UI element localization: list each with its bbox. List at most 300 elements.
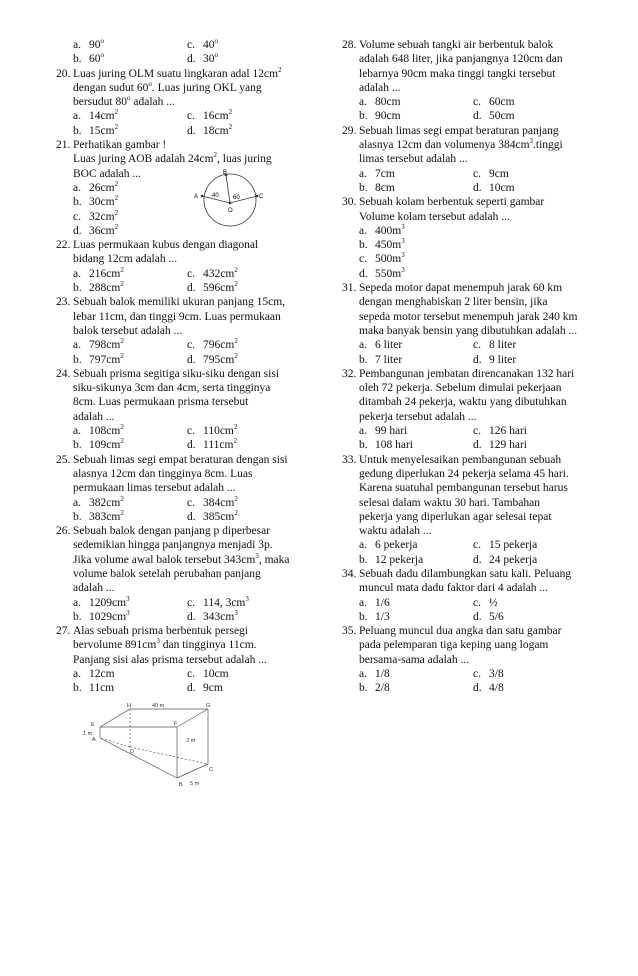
question-text xyxy=(73,238,318,267)
left-column xyxy=(56,38,318,696)
question-number: 28. xyxy=(342,39,357,51)
option-label: c. xyxy=(473,539,481,552)
question-23 xyxy=(56,295,318,366)
option xyxy=(187,52,318,66)
option-label: a. xyxy=(359,668,367,681)
option-text: $26cm^2$ xyxy=(89,179,119,194)
option xyxy=(473,95,604,109)
question-stem xyxy=(56,238,318,267)
options-grid xyxy=(342,667,604,696)
option-label: a. xyxy=(73,596,81,609)
option-text: 8 liter xyxy=(489,339,517,352)
option xyxy=(187,338,318,352)
options-grid xyxy=(56,338,318,367)
question-line: pekerja tersebut adalah ... xyxy=(359,410,477,423)
question-line: Sebuah limas segi empat beraturan panjang xyxy=(359,124,559,137)
option-text: $383cm^2$ xyxy=(89,508,124,523)
option-text: $18cm^2$ xyxy=(203,122,233,137)
option-text: 7cm xyxy=(375,167,395,180)
option-label: a. xyxy=(359,539,367,552)
question-line: Luas juring OLM suatu lingkaran adal $12cm^2$ xyxy=(73,65,282,80)
option-text: 108 hari xyxy=(375,439,414,452)
question-text xyxy=(359,367,604,424)
question-stem xyxy=(56,67,318,110)
option-text: $797cm^2$ xyxy=(89,351,124,366)
question-line: Pembangunan jembatan direncanakan 132 hari xyxy=(359,367,575,380)
option-text: 10cm xyxy=(203,668,229,681)
option-label: a. xyxy=(73,339,81,352)
option-label: d. xyxy=(473,553,482,566)
question-26 xyxy=(56,524,318,624)
question-line: Sebuah balok dengan panjang p diperbesar xyxy=(73,525,271,538)
question-line: lebar 11cm, dan tinggi 9cm. Luas permukaan xyxy=(73,310,281,323)
option-label: d. xyxy=(187,439,196,452)
option-label: a. xyxy=(359,425,367,438)
option-text: $1209cm^3$ xyxy=(89,594,130,609)
question-stem xyxy=(342,124,604,167)
option-label: c. xyxy=(187,267,195,280)
question-line: pekerja yang diperlukan agar selesai tepat xyxy=(359,510,552,523)
question-line: bersudut 80$^o$ adalah ... xyxy=(73,94,175,109)
question-number: 20. xyxy=(56,67,71,80)
option-text: $32cm^2$ xyxy=(89,208,119,223)
option-text: ½ xyxy=(489,596,498,609)
options-grid xyxy=(56,109,318,138)
question-20 xyxy=(56,67,318,138)
option xyxy=(473,667,604,681)
option-text: 30$^o$ xyxy=(203,51,218,66)
options-grid xyxy=(342,338,604,367)
option-text: 129 hari xyxy=(489,439,528,452)
options-grid xyxy=(56,424,318,453)
option-label: b. xyxy=(73,439,82,452)
option xyxy=(73,38,187,52)
option-text: $432cm^2$ xyxy=(203,265,238,280)
option-text: 80cm xyxy=(375,96,401,109)
option-text: 99 hari xyxy=(375,425,408,438)
option-label: d. xyxy=(187,682,196,695)
question-text xyxy=(73,624,318,667)
question-line: Jika volume awal balok tersebut $343cm^3$, maka xyxy=(73,551,290,566)
question-line: limas tersebut adalah ... xyxy=(359,153,468,166)
option-label: c. xyxy=(473,96,481,109)
point-c-label: C xyxy=(259,194,264,200)
question-number: 31. xyxy=(342,282,357,295)
question-line: Peluang muncul dua angka dan satu gambar xyxy=(359,625,562,638)
length-label: 40 m xyxy=(152,703,165,709)
question-line: muncul mata dadu faktor dari 4 adalah ... xyxy=(359,582,549,595)
option-text: 1/8 xyxy=(375,668,390,681)
option-label: b. xyxy=(359,553,368,566)
point-c-label: C xyxy=(209,767,213,773)
option-label: c. xyxy=(187,596,195,609)
option xyxy=(187,510,318,524)
option-label: d. xyxy=(473,353,482,366)
question-line: 8cm. Luas permukaan prisma tersebut xyxy=(73,396,249,409)
option-text: 90$^o$ xyxy=(89,37,104,51)
option-label: b. xyxy=(359,439,368,452)
option-text: 5/6 xyxy=(489,610,504,623)
point-g-label: G xyxy=(206,703,211,709)
option-label: b. xyxy=(359,110,368,123)
question-line: pada pelemparan tiga keping uang logam xyxy=(359,639,549,652)
option-label: b. xyxy=(359,610,368,623)
question-22 xyxy=(56,238,318,295)
point-b-label: B xyxy=(223,170,228,176)
option-text: $343cm^3$ xyxy=(203,608,238,623)
option-text: 60$^o$ xyxy=(89,51,104,66)
question-line: Alas sebuah prisma berbentuk persegi xyxy=(73,625,249,638)
question-line: adalah ... xyxy=(359,81,401,94)
option-text: 15 pekerja xyxy=(489,539,538,552)
question-line: sepeda motor tersebut menempuh jarak 240 km xyxy=(359,310,578,323)
question-number: 29. xyxy=(342,124,357,137)
question-stem xyxy=(342,453,604,539)
option xyxy=(73,496,187,510)
option-label: d. xyxy=(473,682,482,695)
question-stem xyxy=(56,524,318,595)
option-label: c. xyxy=(187,668,195,681)
options-grid xyxy=(56,596,318,625)
option-label: b. xyxy=(359,239,368,252)
option xyxy=(473,109,604,123)
option-label: b. xyxy=(73,353,82,366)
question-line: selesai dalam waktu 30 hari. Tambahan xyxy=(359,496,541,509)
option xyxy=(187,109,318,123)
option-text: $15cm^2$ xyxy=(89,122,119,137)
option-text: $110cm^2$ xyxy=(203,423,238,438)
point-a-label: A xyxy=(194,194,199,200)
option-label: a. xyxy=(359,596,367,609)
question-line: bervolume $891cm^3$ dan tingginya 11cm. xyxy=(73,637,257,652)
option xyxy=(359,353,473,367)
option-label: d. xyxy=(473,610,482,623)
option-label: d. xyxy=(187,53,196,66)
question-text xyxy=(73,524,318,595)
question-25 xyxy=(56,453,318,524)
question-line: Volume kolam tersebut adalah ... xyxy=(359,210,510,223)
question-stem xyxy=(342,624,604,667)
option-label: b. xyxy=(73,610,82,623)
option-text: 1/3 xyxy=(375,610,390,623)
point-o-label: O xyxy=(228,208,233,214)
option xyxy=(473,438,604,452)
option-label: a. xyxy=(359,167,367,180)
option-label: b. xyxy=(73,53,82,66)
option xyxy=(187,610,318,624)
option xyxy=(187,281,318,295)
option-text: 4/8 xyxy=(489,682,504,695)
question-line: lebarnya 90cm maka tinggi tangki tersebut xyxy=(359,67,556,80)
question-24 xyxy=(56,367,318,453)
option-text: 40$^o$ xyxy=(203,37,218,51)
question-line: BOC adalah ... xyxy=(73,167,142,180)
question-line: Panjang sisi alas prisma tersebut adalah ... xyxy=(73,653,267,666)
option xyxy=(187,124,318,138)
option-text: $108cm^2$ xyxy=(89,423,124,438)
option-text: $288cm^2$ xyxy=(89,280,124,295)
option xyxy=(73,338,187,352)
question-text xyxy=(359,38,604,95)
option xyxy=(473,353,604,367)
question-line: dengan menghabiskan 2 liter bensin, jika xyxy=(359,296,548,309)
depth-shallow-label: 1 m xyxy=(83,731,93,737)
option-text: $16cm^2$ xyxy=(203,108,233,123)
angle-aob-label: 40 xyxy=(212,193,219,199)
option-label: d. xyxy=(473,110,482,123)
question-line: volume balok setelah perubahan panjang xyxy=(73,567,261,580)
options-grid xyxy=(56,496,318,525)
option xyxy=(473,553,604,567)
question-text xyxy=(359,453,604,539)
option-label: d. xyxy=(73,224,82,237)
option-label: b. xyxy=(73,196,82,209)
question-line: bersama-sama adalah ... xyxy=(359,653,470,666)
option-label: c. xyxy=(187,110,195,123)
option xyxy=(187,667,318,681)
option-text: $109cm^2$ xyxy=(89,437,124,452)
option xyxy=(187,267,318,281)
question-line: adalah ... xyxy=(73,582,115,595)
question-number: 25. xyxy=(56,453,71,466)
option-text: $111cm^2$ xyxy=(203,437,237,452)
question-line: Sebuah balok memiliki ukuran panjang 15cm, xyxy=(73,296,286,309)
question-number: 32. xyxy=(342,367,357,380)
option-text: 1/6 xyxy=(375,596,390,609)
options-stacked xyxy=(342,224,604,281)
option xyxy=(359,538,473,552)
depth-deep-label: 3 m xyxy=(186,738,196,744)
question-number: 24. xyxy=(56,367,71,380)
option-label: c. xyxy=(473,668,481,681)
option xyxy=(187,353,318,367)
question-line: siku-sikunya 3cm dan 4cm, serta tingginya xyxy=(73,382,271,395)
option xyxy=(359,553,473,567)
question-31 xyxy=(342,281,604,367)
question-text xyxy=(73,67,318,110)
question-line: Luas juring AOB adalah $24cm^2$, luas juring xyxy=(73,151,272,166)
option-text: $596cm^2$ xyxy=(203,280,238,295)
question-line: dengan sudut 60$^o$. Luas juring OKL yang xyxy=(73,79,262,94)
point-d-label: D xyxy=(130,749,134,755)
question-stem xyxy=(342,367,604,424)
option-text: 10cm xyxy=(489,181,515,194)
option-text: 8cm xyxy=(375,181,395,194)
question-line: adalah ... xyxy=(73,410,115,423)
option-text: 11cm xyxy=(89,682,115,695)
option xyxy=(73,510,187,524)
option xyxy=(187,596,318,610)
option-text: 6 liter xyxy=(375,339,403,352)
question-text xyxy=(73,295,318,338)
option xyxy=(73,281,187,295)
question-number: 26. xyxy=(56,525,71,538)
option xyxy=(73,267,187,281)
question-text xyxy=(73,453,318,496)
option-text: 50cm xyxy=(489,110,515,123)
option xyxy=(73,353,187,367)
option xyxy=(73,610,187,624)
question-text xyxy=(359,624,604,667)
option xyxy=(473,538,604,552)
option-label: a. xyxy=(73,110,81,123)
question-stem xyxy=(342,567,604,596)
question-line: maka banyak bensin yang dibutuhkan adalah ... xyxy=(359,324,578,337)
question-text xyxy=(359,567,604,596)
option-label: c. xyxy=(473,596,481,609)
option-text: $382cm^2$ xyxy=(89,494,124,509)
options-grid xyxy=(56,267,318,296)
option-label: d. xyxy=(359,267,368,280)
pool-prism-figure xyxy=(80,702,215,788)
question-line: Luas permukaan kubus dengan diagonal xyxy=(73,239,259,252)
option xyxy=(359,95,473,109)
option xyxy=(187,38,318,52)
option-text: 6 pekerja xyxy=(375,539,418,552)
option xyxy=(359,267,604,281)
option-text: $795cm^2$ xyxy=(203,351,238,366)
option-label: c. xyxy=(473,425,481,438)
option-text: $550m^3$ xyxy=(375,265,405,280)
option-label: b. xyxy=(73,124,82,137)
option-text: 2/8 xyxy=(375,682,390,695)
option xyxy=(359,181,473,195)
option-label: c. xyxy=(187,39,195,51)
option xyxy=(359,338,473,352)
option-text: $796cm^2$ xyxy=(203,337,238,352)
option-label: b. xyxy=(73,510,82,523)
option-label: c. xyxy=(187,339,195,352)
option-text: $36cm^2$ xyxy=(89,222,119,237)
option-label: d. xyxy=(473,181,482,194)
option-text: 60cm xyxy=(489,96,515,109)
option-label: a. xyxy=(73,181,81,194)
option-label: a. xyxy=(73,39,81,51)
question-stem xyxy=(56,295,318,338)
option xyxy=(73,52,187,66)
option xyxy=(473,596,604,610)
option-text: $400m^3$ xyxy=(375,222,405,237)
question-number: 30. xyxy=(342,196,357,209)
option-label: b. xyxy=(359,181,368,194)
option xyxy=(473,610,604,624)
options-grid xyxy=(342,538,604,567)
question-line: balok tersebut adalah ... xyxy=(73,324,183,337)
option-label: c. xyxy=(187,496,195,509)
option-label: c. xyxy=(187,425,195,438)
question-stem xyxy=(342,38,604,95)
question-line: alasnya 12cm dan volumenya $384cm^3.tinggi$ xyxy=(359,137,563,152)
question-stem xyxy=(56,453,318,496)
question-line: Volume sebuah tangki air berbentuk balok xyxy=(359,39,554,51)
question-line: Sebuah kolam berbentuk seperti gambar xyxy=(359,196,545,209)
option xyxy=(73,424,187,438)
option xyxy=(187,496,318,510)
option xyxy=(359,167,473,181)
option-text: 126 hari xyxy=(489,425,528,438)
option-label: d. xyxy=(187,124,196,137)
option xyxy=(359,238,604,252)
option-label: d. xyxy=(473,439,482,452)
option-label: c. xyxy=(473,339,481,352)
option-text: 12 pekerja xyxy=(375,553,424,566)
option xyxy=(73,596,187,610)
option-text: 12cm xyxy=(89,668,115,681)
question-line: Perhatikan gambar ! xyxy=(73,139,167,152)
question-29 xyxy=(342,124,604,195)
question-27 xyxy=(56,624,318,695)
option xyxy=(359,424,473,438)
options-grid xyxy=(342,167,604,196)
option-label: c. xyxy=(73,210,81,223)
question-line: ditambah 24 pekerja, waktu yang dibutuhkan xyxy=(359,396,567,409)
question-number: 22. xyxy=(56,239,71,252)
option-label: d. xyxy=(187,282,196,295)
option-label: a. xyxy=(73,496,81,509)
option xyxy=(359,610,473,624)
option xyxy=(359,109,473,123)
question-number: 23. xyxy=(56,296,71,309)
circle-sector-figure xyxy=(172,171,262,227)
option xyxy=(187,438,318,452)
option-label: a. xyxy=(359,224,367,237)
point-a-label: A xyxy=(92,737,96,743)
question-number: 33. xyxy=(342,453,357,466)
option xyxy=(187,424,318,438)
question-number: 35. xyxy=(342,625,357,638)
question-line: Sebuah dadu dilambungkan satu kali. Peluang xyxy=(359,567,572,580)
question-line: bidang 12cm adalah ... xyxy=(73,253,178,266)
question-line: alasnya 12cm dan tingginya 8cm. Luas xyxy=(73,467,253,480)
question-34 xyxy=(342,567,604,624)
option-label: b. xyxy=(73,282,82,295)
question-line: sedemikian hingga panjangnya menjadi 3p. xyxy=(73,539,273,552)
question-stem xyxy=(56,624,318,667)
option xyxy=(359,224,604,238)
point-b-label: B xyxy=(179,782,183,788)
point-e-label: E xyxy=(91,722,95,728)
option xyxy=(73,109,187,123)
question-stem xyxy=(56,367,318,424)
option-text: 9 liter xyxy=(489,353,517,366)
question-30 xyxy=(342,195,604,281)
question-line: Sepeda motor dapat menempuh jarak 60 km xyxy=(359,282,563,295)
option-label: a. xyxy=(73,668,81,681)
question-line: waktu adalah ... xyxy=(359,525,432,538)
option-label: a. xyxy=(73,425,81,438)
option-label: a. xyxy=(359,96,367,109)
option-text: 3/8 xyxy=(489,668,504,681)
options-grid xyxy=(342,596,604,625)
options-grid xyxy=(56,667,318,696)
option-label: a. xyxy=(73,267,81,280)
point-h-label: H xyxy=(127,703,131,709)
option xyxy=(359,596,473,610)
question-stem xyxy=(342,195,604,224)
option xyxy=(359,681,473,695)
option xyxy=(473,167,604,181)
option xyxy=(187,681,318,695)
option-text: 90cm xyxy=(375,110,401,123)
option-text: $216cm^2$ xyxy=(89,265,124,280)
question-stem xyxy=(342,281,604,338)
option xyxy=(359,438,473,452)
option-label: d. xyxy=(187,510,196,523)
option-text: 9cm xyxy=(489,167,509,180)
question-text xyxy=(359,124,604,167)
option-label: d. xyxy=(187,353,196,366)
option-label: b. xyxy=(359,682,368,695)
